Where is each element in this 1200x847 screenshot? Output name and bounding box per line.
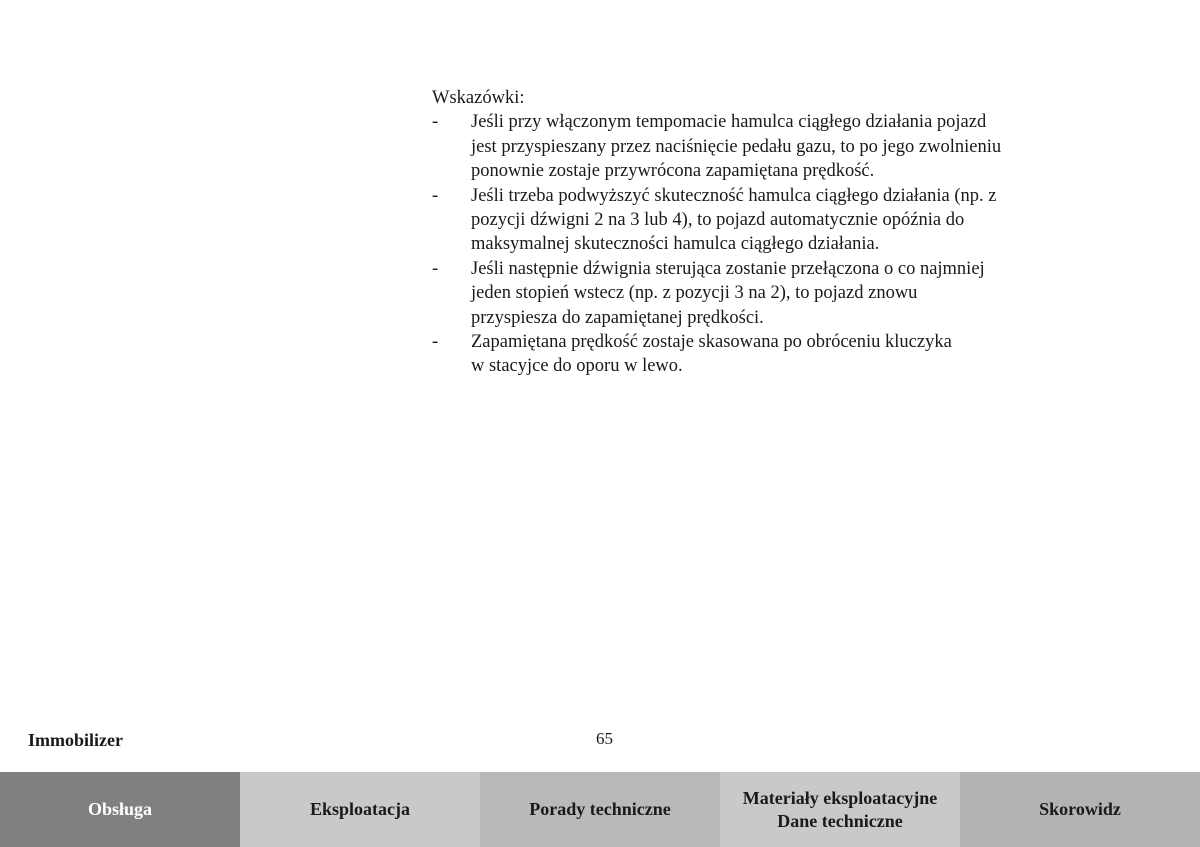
tip-item [432,330,1072,379]
tab-label: Obsługa [87,799,153,819]
tip-line: Jeśli przy włączonym tempomacie hamulca ciągłego działania pojazd [471,112,987,133]
chapter-nav [0,772,1200,847]
tip-item [432,110,1072,183]
tab-label: Porady techniczne [529,799,671,819]
tab-materialy-dane-techniczne[interactable] [720,772,960,847]
tip-dash: - [432,112,439,133]
tips-heading: Wskazówki: [432,88,525,108]
page-number: 65 [596,729,613,748]
tip-item [432,257,1072,330]
tip-line: ponownie zostaje przywrócona zapamiętana prędkość. [471,161,875,182]
tip-line: maksymalnej skuteczności hamulca ciągłego działania. [471,234,880,255]
tip-line: Jeśli następnie dźwignia sterująca zostanie przełączona o co najmniej [471,258,985,279]
tips-section [432,86,1072,379]
tip-dash: - [432,332,439,353]
tip-dash: - [432,185,439,206]
tab-skorowidz[interactable] [960,772,1200,847]
tip-line: jeden stopień wstecz (np. z pozycji 3 na 2), to pojazd znowu [471,283,918,304]
tab-label: Dane techniczne [777,810,903,831]
tip-dash: - [432,258,439,279]
tip-line: w stacyjce do oporu w lewo. [471,356,683,377]
tab-label: Materiały eksploatacyjne [742,787,938,808]
tab-label: Eksploatacja [309,799,410,819]
tip-line: jest przyspieszany przez naciśnięcie pedału gazu, to po jego zwolnieniu [471,136,1002,157]
tab-label: Skorowidz [1039,799,1121,819]
tab-obsluga[interactable] [0,772,240,847]
tip-line: Jeśli trzeba podwyższyć skuteczność hamulca ciągłego działania (np. z [471,185,997,206]
tip-line: pozycji dźwigni 2 na 3 lub 4), to pojazd automatycznie opóźnia do [471,210,965,231]
section-title: Immobilizer [28,730,123,750]
tip-line: Zapamiętana prędkość zostaje skasowana po obróceniu kluczyka [471,332,952,353]
tip-line: przyspiesza do zapamiętanej prędkości. [471,307,764,328]
tips-list [432,110,1072,378]
tab-porady-techniczne[interactable] [480,772,720,847]
tip-item [432,184,1072,257]
tab-eksploatacja[interactable] [240,772,480,847]
